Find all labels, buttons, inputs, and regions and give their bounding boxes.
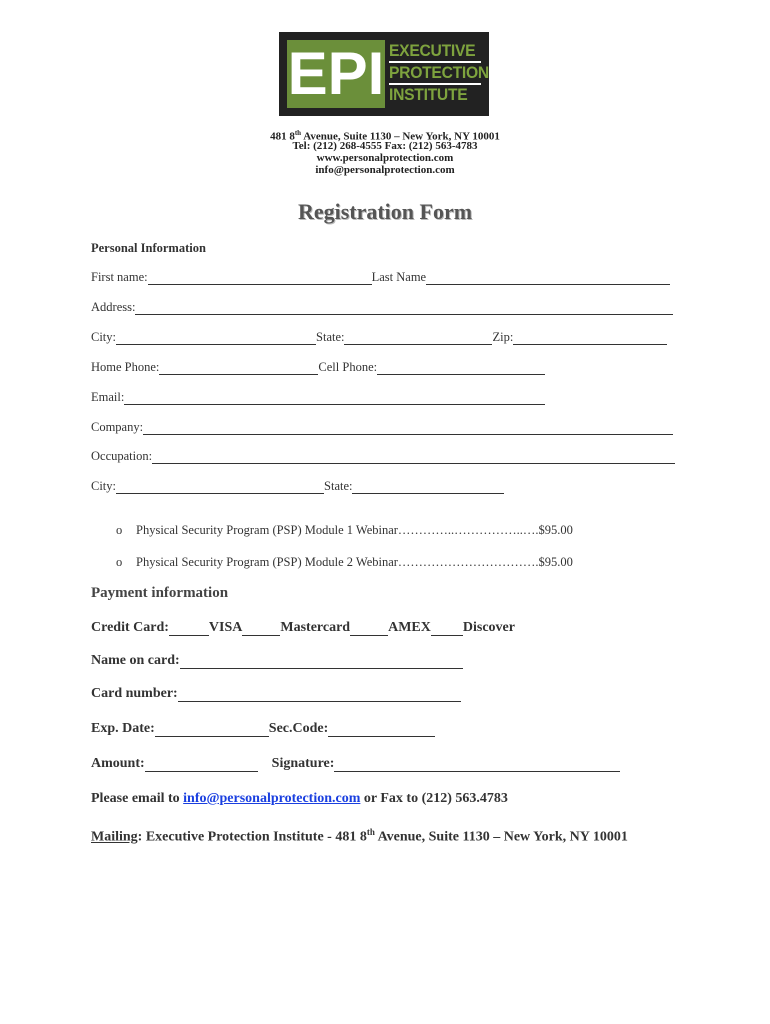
- zip-field[interactable]: [513, 332, 667, 345]
- phone-row: [91, 360, 545, 375]
- section-heading-payment: Payment information: [91, 585, 229, 601]
- zip-label: Zip:: [492, 330, 514, 344]
- city-state-zip-row: [91, 330, 667, 345]
- section-heading-personal: Personal Information: [91, 241, 206, 255]
- mastercard-label: Mastercard: [280, 620, 351, 635]
- home-phone-label: Home Phone:: [91, 360, 160, 374]
- sec-code-field[interactable]: [328, 723, 435, 737]
- company-row: [91, 420, 673, 435]
- address-part: Avenue, Suite 1130 – New York, NY 10001: [301, 130, 500, 143]
- cell-phone-label: Cell Phone:: [318, 360, 378, 374]
- contact-phone: Tel: (212) 268-4555 Fax: (212) 563-4783: [292, 140, 478, 152]
- visa-label: VISA: [208, 620, 243, 635]
- card-number-field[interactable]: [178, 688, 461, 702]
- card-number-row: [91, 686, 461, 702]
- discover-check-field[interactable]: [431, 622, 463, 636]
- exp-sec-row: [91, 721, 435, 737]
- email-link[interactable]: info@personalprotection.com: [183, 791, 361, 806]
- email-row: [91, 390, 545, 405]
- address-row: [91, 300, 673, 315]
- epi-logo: [279, 32, 489, 116]
- amex-check-field[interactable]: [350, 622, 388, 636]
- state-field-2[interactable]: [352, 481, 504, 494]
- program-label-1: Physical Security Program (PSP) Module 1 Webinar…………..……………..….$95.00: [136, 523, 573, 537]
- email-label: Email:: [91, 390, 125, 404]
- signature-field[interactable]: [334, 758, 620, 772]
- program-item-2[interactable]: [116, 555, 573, 570]
- discover-label: Discover: [462, 620, 515, 635]
- sec-code-label: Sec.Code:: [268, 721, 329, 736]
- name-on-card-field[interactable]: [180, 655, 463, 669]
- company-field[interactable]: [143, 422, 673, 435]
- logo-rule: [389, 61, 481, 63]
- state-field[interactable]: [344, 332, 492, 345]
- email-instruction-prefix: Please email to: [91, 791, 184, 806]
- page-title: Registration Form: [297, 199, 473, 224]
- mailing-address-part: Avenue, Suite 1130 – New York, NY 10001: [374, 829, 628, 845]
- cell-phone-field[interactable]: [377, 362, 545, 375]
- state-label-2: State:: [324, 479, 353, 493]
- occupation-label: Occupation:: [91, 449, 153, 463]
- card-number-label: Card number:: [91, 686, 178, 701]
- program-item-1[interactable]: [116, 523, 573, 538]
- program-checkbox-1[interactable]: o: [116, 523, 123, 537]
- city-label: City:: [91, 330, 117, 344]
- logo-word-3: INSTITUTE: [389, 86, 468, 104]
- contact-website: www.personalprotection.com: [316, 152, 454, 164]
- name-row: [91, 270, 670, 285]
- email-instruction-suffix: or Fax to (212) 563.4783: [360, 791, 508, 806]
- address-part: 481 8: [270, 130, 295, 143]
- mailing-instruction: [91, 827, 628, 846]
- last-name-field[interactable]: [426, 272, 670, 285]
- amount-label: Amount:: [91, 756, 145, 771]
- mailing-label: Mailing: [91, 829, 138, 845]
- last-name-label: Last Name: [371, 270, 427, 284]
- first-name-label: First name:: [91, 270, 148, 284]
- address-label: Address:: [91, 300, 136, 314]
- visa-check-field[interactable]: [169, 622, 209, 636]
- logo-word-1: EXECUTIVE: [389, 42, 476, 60]
- contact-email: info@personalprotection.com: [315, 164, 455, 176]
- program-label-2: Physical Security Program (PSP) Module 2 Webinar…………………………….$95.00: [136, 555, 573, 569]
- first-name-field[interactable]: [148, 272, 372, 285]
- email-field[interactable]: [124, 392, 545, 405]
- signature-label: Signature:: [271, 756, 335, 771]
- mailing-address-part: Executive Protection Institute - 481 8: [145, 829, 367, 845]
- occupation-row: [91, 449, 675, 464]
- exp-date-field[interactable]: [155, 723, 269, 737]
- state-label: State:: [316, 330, 345, 344]
- amex-label: AMEX: [388, 620, 431, 635]
- amount-signature-row: [91, 756, 620, 772]
- email-instruction: [91, 791, 508, 807]
- home-phone-field[interactable]: [159, 362, 318, 375]
- city-label-2: City:: [91, 479, 117, 493]
- occupation-field[interactable]: [152, 451, 675, 464]
- credit-card-row: [91, 620, 515, 636]
- logo-word-2: PROTECTION: [389, 64, 489, 82]
- logo-wordmark: [389, 40, 489, 108]
- exp-date-label: Exp. Date:: [91, 721, 155, 736]
- city-field-2[interactable]: [116, 481, 324, 494]
- address-sup: th: [294, 129, 302, 137]
- city-field[interactable]: [116, 332, 316, 345]
- program-checkbox-2[interactable]: o: [116, 555, 123, 569]
- logo-rule: [389, 83, 481, 85]
- mailing-colon: :: [137, 829, 146, 845]
- company-label: Company:: [91, 420, 144, 434]
- city-state-row-2: [91, 479, 504, 494]
- name-on-card-row: [91, 653, 463, 669]
- credit-card-label: Credit Card:: [91, 620, 169, 635]
- logo-mark-box: [287, 40, 385, 108]
- address-field[interactable]: [135, 302, 673, 315]
- logo-mark: EPI: [287, 40, 385, 107]
- mastercard-check-field[interactable]: [242, 622, 280, 636]
- mailing-address-sup: th: [366, 827, 375, 837]
- name-on-card-label: Name on card:: [91, 653, 180, 668]
- amount-field[interactable]: [145, 758, 258, 772]
